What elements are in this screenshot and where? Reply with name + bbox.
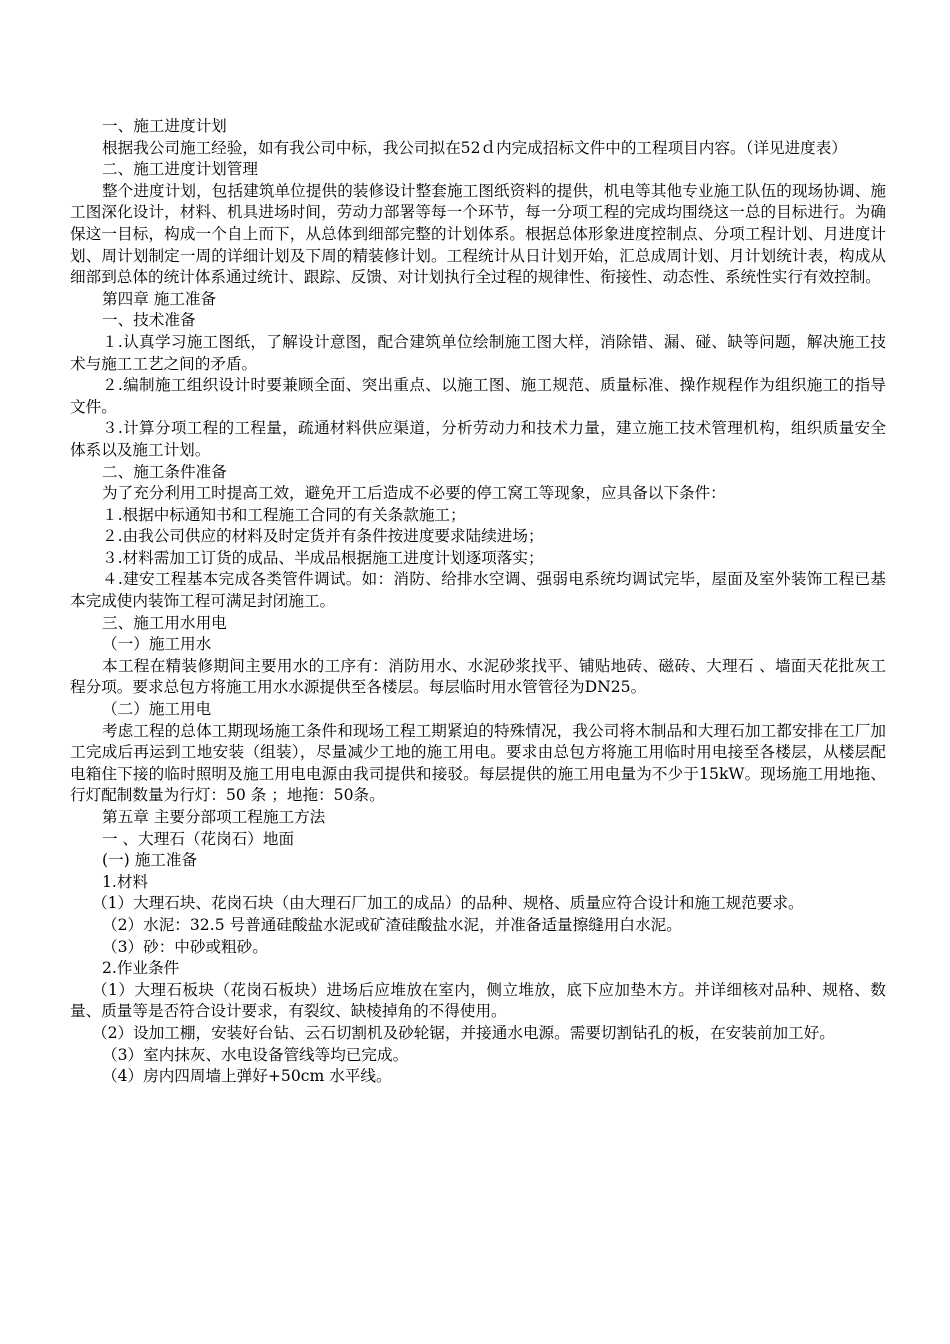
list-item: （1）大理石板块（花岗石板块）进场后应堆放在室内，侧立堆放，底下应加垫木方。并详细核对品种、规格、数量、质量等是否符合设计要求，有裂纹、缺棱掉角的不得使用。 [70,980,886,1021]
section-heading: 三、施工用水用电 [102,613,227,632]
section-heading: 一 、大理石（花岗石）地面 [102,829,295,848]
section-heading: 二、施工条件准备 [102,462,227,481]
list-item: １.认真学习施工图纸，了解设计意图，配合建筑单位绘制施工图大样，消除错、漏、碰、缺等问题，解决施工技术与施工工艺之间的矛盾。 [70,332,886,373]
section-heading: 二、施工进度计划管理 [102,160,258,179]
subsection-heading: （二）施工用电 [102,700,212,719]
chapter-heading: 第四章 施工准备 [102,289,217,308]
list-item: ３.计算分项工程的工程量，疏通材料供应渠道，分析劳动力和技术力量，建立施工技术管理机构，组织质量安全体系以及施工计划。 [70,419,886,459]
document-body [70,116,886,1088]
section-heading: 一、技术准备 [102,311,196,330]
list-item: ２.由我公司供应的材料及时定货并有条件按进度要求陆续进场； [102,527,544,546]
chapter-heading: 第五章 主要分部项工程施工方法 [102,808,326,826]
paragraph: 考虑工程的总体工期现场施工条件和现场工程工期紧迫的特殊情况，我公司将木制品和大理石加工都安排在工厂加工完成后再运到工地安装（组装），尽量减少工地的施工用电。要求由总包方将施工用临时用电接至各楼层，从楼层配电箱住下接的临时照明及施工用电电源由我司提供和接驳。每层提供的施工用电量为不少于15kW。现场施工用地拖、行灯配制数量为行灯：50 条 ；地拖：50条。 [70,721,886,805]
paragraph: 整个进度计划，包括建筑单位提供的装修设计整套施工图纸资料的提供，机电等其他专业施工队伍的现场协调、施工图深化设计，材料、机具进场时间，劳动力部署等每一个环节，每一分项工程的完成均围绕这一总的目标进行。为确保这一目标，构成一个自上而下，从总体到细部完整的计划体系。根据总体形象进度控制点、分项工程计划、月进度计划、周计划制定一周的详细计划及下周的精装修计划。工程统计从日计划开始，汇总成周计划、月计划统计表，构成从细部到总体的统计体系通过统计、跟踪、反馈、对计划执行全过程的规律性、衔接性、动态性、系统性实行有效控制。 [70,181,886,287]
list-item: １.根据中标通知书和工程施工合同的有关条款施工； [102,505,466,524]
paragraph: 为了充分利用工时提高工效，避免开工后造成不必要的停工窝工等现象，应具备以下条件： [102,484,726,503]
section-heading: 一、施工进度计划 [102,117,227,135]
list-item: （3）室内抹灰、水电设备管线等均已完成。 [102,1045,409,1064]
list-item: ４.建安工程基本完成各类管件调试。如：消防、给排水空调、强弱电系统均调试完毕，屋面及室外装饰工程已基本完成使内装饰工程可满足封闭施工。 [70,570,886,611]
list-item: ２.编制施工组织设计时要兼顾全面、突出重点、以施工图、施工规范、质量标准、操作规程作为组织施工的指导文件。 [70,376,886,416]
subsection-heading: (一) 施工准备 [102,851,198,870]
list-item: （3）砂：中砂或粗砂。 [102,937,268,956]
subsection-heading: 1.材料 [102,872,149,891]
list-item: （4）房内四周墙上弹好+50cm 水平线。 [102,1067,392,1086]
list-item: （1）大理石块、花岗石块（由大理石厂加工的成品）的品种、规格、质量应符合设计和施工规范要求。 [92,894,804,913]
list-item: （2）设加工棚，安装好台钻、云石切割机及砂轮锯，并接通水电源。需要切割钻孔的板，在安装前加工好。 [92,1023,835,1042]
list-item: （2）水泥：32.5 号普通硅酸盐水泥或矿渣硅酸盐水泥，并准备适量擦缝用白水泥。 [102,915,682,934]
subsection-heading: 2.作业条件 [102,959,180,978]
paragraph: 根据我公司施工经验，如有我公司中标，我公司拟在52ｄ内完成招标文件中的工程项目内容。（详见进度表） [102,138,847,157]
list-item: ３.材料需加工订货的成品、半成品根据施工进度计划逐项落实； [102,548,544,567]
paragraph: 本工程在精装修期间主要用水的工序有：消防用水、水泥砂浆找平、铺贴地砖、磁砖、大理石 、墙面天花批灰工程分项。要求总包方将施工用水水源提供至各楼层。每层临时用水管管径为DN25。 [70,656,886,697]
subsection-heading: （一）施工用水 [102,635,212,654]
